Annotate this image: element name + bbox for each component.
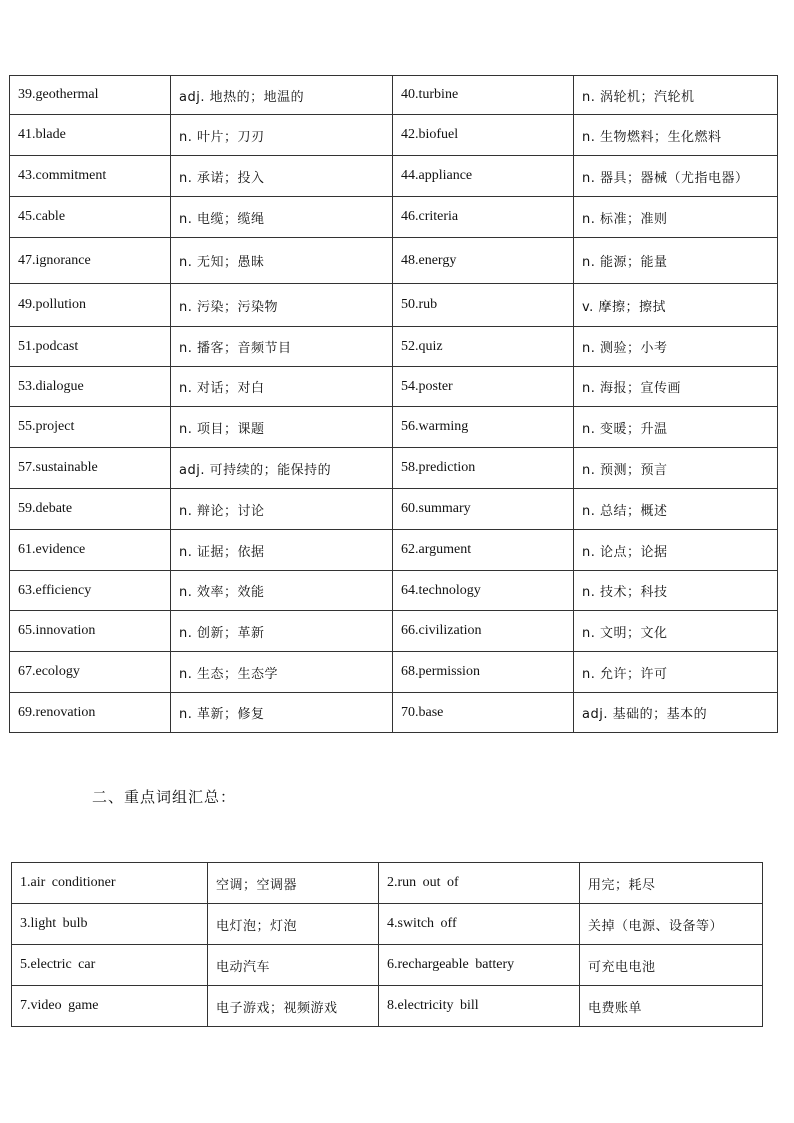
vocab-meaning: n. 证据；依据 [171, 530, 393, 571]
vocab-meaning: n. 涡轮机；汽轮机 [574, 76, 778, 115]
vocab-meaning: adj. 地热的；地温的 [171, 76, 393, 115]
table-row [10, 115, 778, 156]
vocab-meaning: n. 电缆；缆绳 [171, 197, 393, 238]
vocab-meaning: adj. 基础的；基本的 [574, 693, 778, 733]
vocab-word: 43.commitment [10, 156, 171, 197]
vocabulary-table [9, 75, 778, 733]
vocab-word: 56.warming [393, 407, 574, 448]
vocab-meaning: n. 辩论；讨论 [171, 489, 393, 530]
vocab-meaning: n. 测验；小考 [574, 327, 778, 367]
vocab-word: 70.base [393, 693, 574, 733]
phrase-text: 1.air conditioner [12, 863, 208, 904]
phrase-table [11, 862, 763, 1027]
phrase-meaning: 电费账单 [580, 986, 763, 1027]
vocab-word: 55.project [10, 407, 171, 448]
vocab-meaning: n. 海报；宣传画 [574, 367, 778, 407]
vocab-meaning: n. 器具；器械（尤指电器） [574, 156, 778, 197]
table-row [10, 238, 778, 284]
vocab-meaning: n. 论点；论据 [574, 530, 778, 571]
vocab-word: 50.rub [393, 284, 574, 327]
vocab-word: 39.geothermal [10, 76, 171, 115]
vocab-word: 44.appliance [393, 156, 574, 197]
vocab-meaning: n. 效率；效能 [171, 571, 393, 611]
vocab-word: 64.technology [393, 571, 574, 611]
vocab-meaning: n. 技术；科技 [574, 571, 778, 611]
vocab-word: 68.permission [393, 652, 574, 693]
vocab-word: 47.ignorance [10, 238, 171, 284]
table-row [12, 986, 763, 1027]
vocab-word: 69.renovation [10, 693, 171, 733]
table-row [10, 530, 778, 571]
vocab-meaning: n. 能源；能量 [574, 238, 778, 284]
phrase-meaning: 用完；耗尽 [580, 863, 763, 904]
vocab-meaning: n. 总结；概述 [574, 489, 778, 530]
vocab-meaning: n. 污染；污染物 [171, 284, 393, 327]
vocab-word: 52.quiz [393, 327, 574, 367]
vocab-word: 51.podcast [10, 327, 171, 367]
table-row [10, 571, 778, 611]
table-row [10, 327, 778, 367]
vocab-word: 42.biofuel [393, 115, 574, 156]
vocab-meaning: n. 生物燃料；生化燃料 [574, 115, 778, 156]
section-heading: 二、重点词组汇总： [92, 788, 237, 806]
vocab-meaning: n. 播客；音频节目 [171, 327, 393, 367]
phrase-text: 7.video game [12, 986, 208, 1027]
phrase-text: 3.light bulb [12, 904, 208, 945]
table-row [12, 904, 763, 945]
phrase-meaning: 电子游戏；视频游戏 [208, 986, 379, 1027]
phrase-text: 4.switch off [379, 904, 580, 945]
vocab-meaning: n. 承诺；投入 [171, 156, 393, 197]
vocab-meaning: v. 摩擦；擦拭 [574, 284, 778, 327]
table-row [10, 76, 778, 115]
vocab-meaning: n. 预测；预言 [574, 448, 778, 489]
vocab-word: 59.debate [10, 489, 171, 530]
phrase-text: 8.electricity bill [379, 986, 580, 1027]
vocab-word: 49.pollution [10, 284, 171, 327]
vocab-meaning: n. 变暖；升温 [574, 407, 778, 448]
vocab-meaning: n. 项目；课题 [171, 407, 393, 448]
vocab-word: 57.sustainable [10, 448, 171, 489]
vocab-meaning: n. 无知；愚昧 [171, 238, 393, 284]
vocab-word: 58.prediction [393, 448, 574, 489]
vocab-word: 48.energy [393, 238, 574, 284]
table-row [10, 611, 778, 652]
table-row [10, 693, 778, 733]
vocab-word: 65.innovation [10, 611, 171, 652]
vocab-meaning: n. 文明；文化 [574, 611, 778, 652]
phrase-meaning: 可充电电池 [580, 945, 763, 986]
table-row [10, 448, 778, 489]
vocab-meaning: n. 叶片；刀刃 [171, 115, 393, 156]
table-row [10, 156, 778, 197]
phrase-meaning: 电灯泡；灯泡 [208, 904, 379, 945]
vocab-meaning: n. 生态；生态学 [171, 652, 393, 693]
vocab-word: 63.efficiency [10, 571, 171, 611]
vocab-word: 62.argument [393, 530, 574, 571]
phrase-text: 6.rechargeable battery [379, 945, 580, 986]
vocab-word: 45.cable [10, 197, 171, 238]
phrase-text: 2.run out of [379, 863, 580, 904]
table-row [10, 284, 778, 327]
vocab-word: 54.poster [393, 367, 574, 407]
vocab-word: 67.ecology [10, 652, 171, 693]
phrase-text: 5.electric car [12, 945, 208, 986]
vocab-word: 41.blade [10, 115, 171, 156]
vocab-word: 46.criteria [393, 197, 574, 238]
phrase-meaning: 电动汽车 [208, 945, 379, 986]
table-row [10, 489, 778, 530]
vocab-word: 60.summary [393, 489, 574, 530]
table-row [10, 367, 778, 407]
vocab-meaning: n. 创新；革新 [171, 611, 393, 652]
table-row [10, 197, 778, 238]
vocab-meaning: n. 标准；准则 [574, 197, 778, 238]
table-row [10, 652, 778, 693]
vocab-word: 61.evidence [10, 530, 171, 571]
table-row [12, 945, 763, 986]
table-row [10, 407, 778, 448]
vocab-meaning: n. 允许；许可 [574, 652, 778, 693]
vocab-word: 40.turbine [393, 76, 574, 115]
phrase-meaning: 关掉（电源、设备等） [580, 904, 763, 945]
vocab-meaning: n. 革新；修复 [171, 693, 393, 733]
vocab-word: 53.dialogue [10, 367, 171, 407]
vocab-meaning: n. 对话；对白 [171, 367, 393, 407]
table-row [12, 863, 763, 904]
vocab-word: 66.civilization [393, 611, 574, 652]
phrase-meaning: 空调；空调器 [208, 863, 379, 904]
vocab-meaning: adj. 可持续的；能保持的 [171, 448, 393, 489]
